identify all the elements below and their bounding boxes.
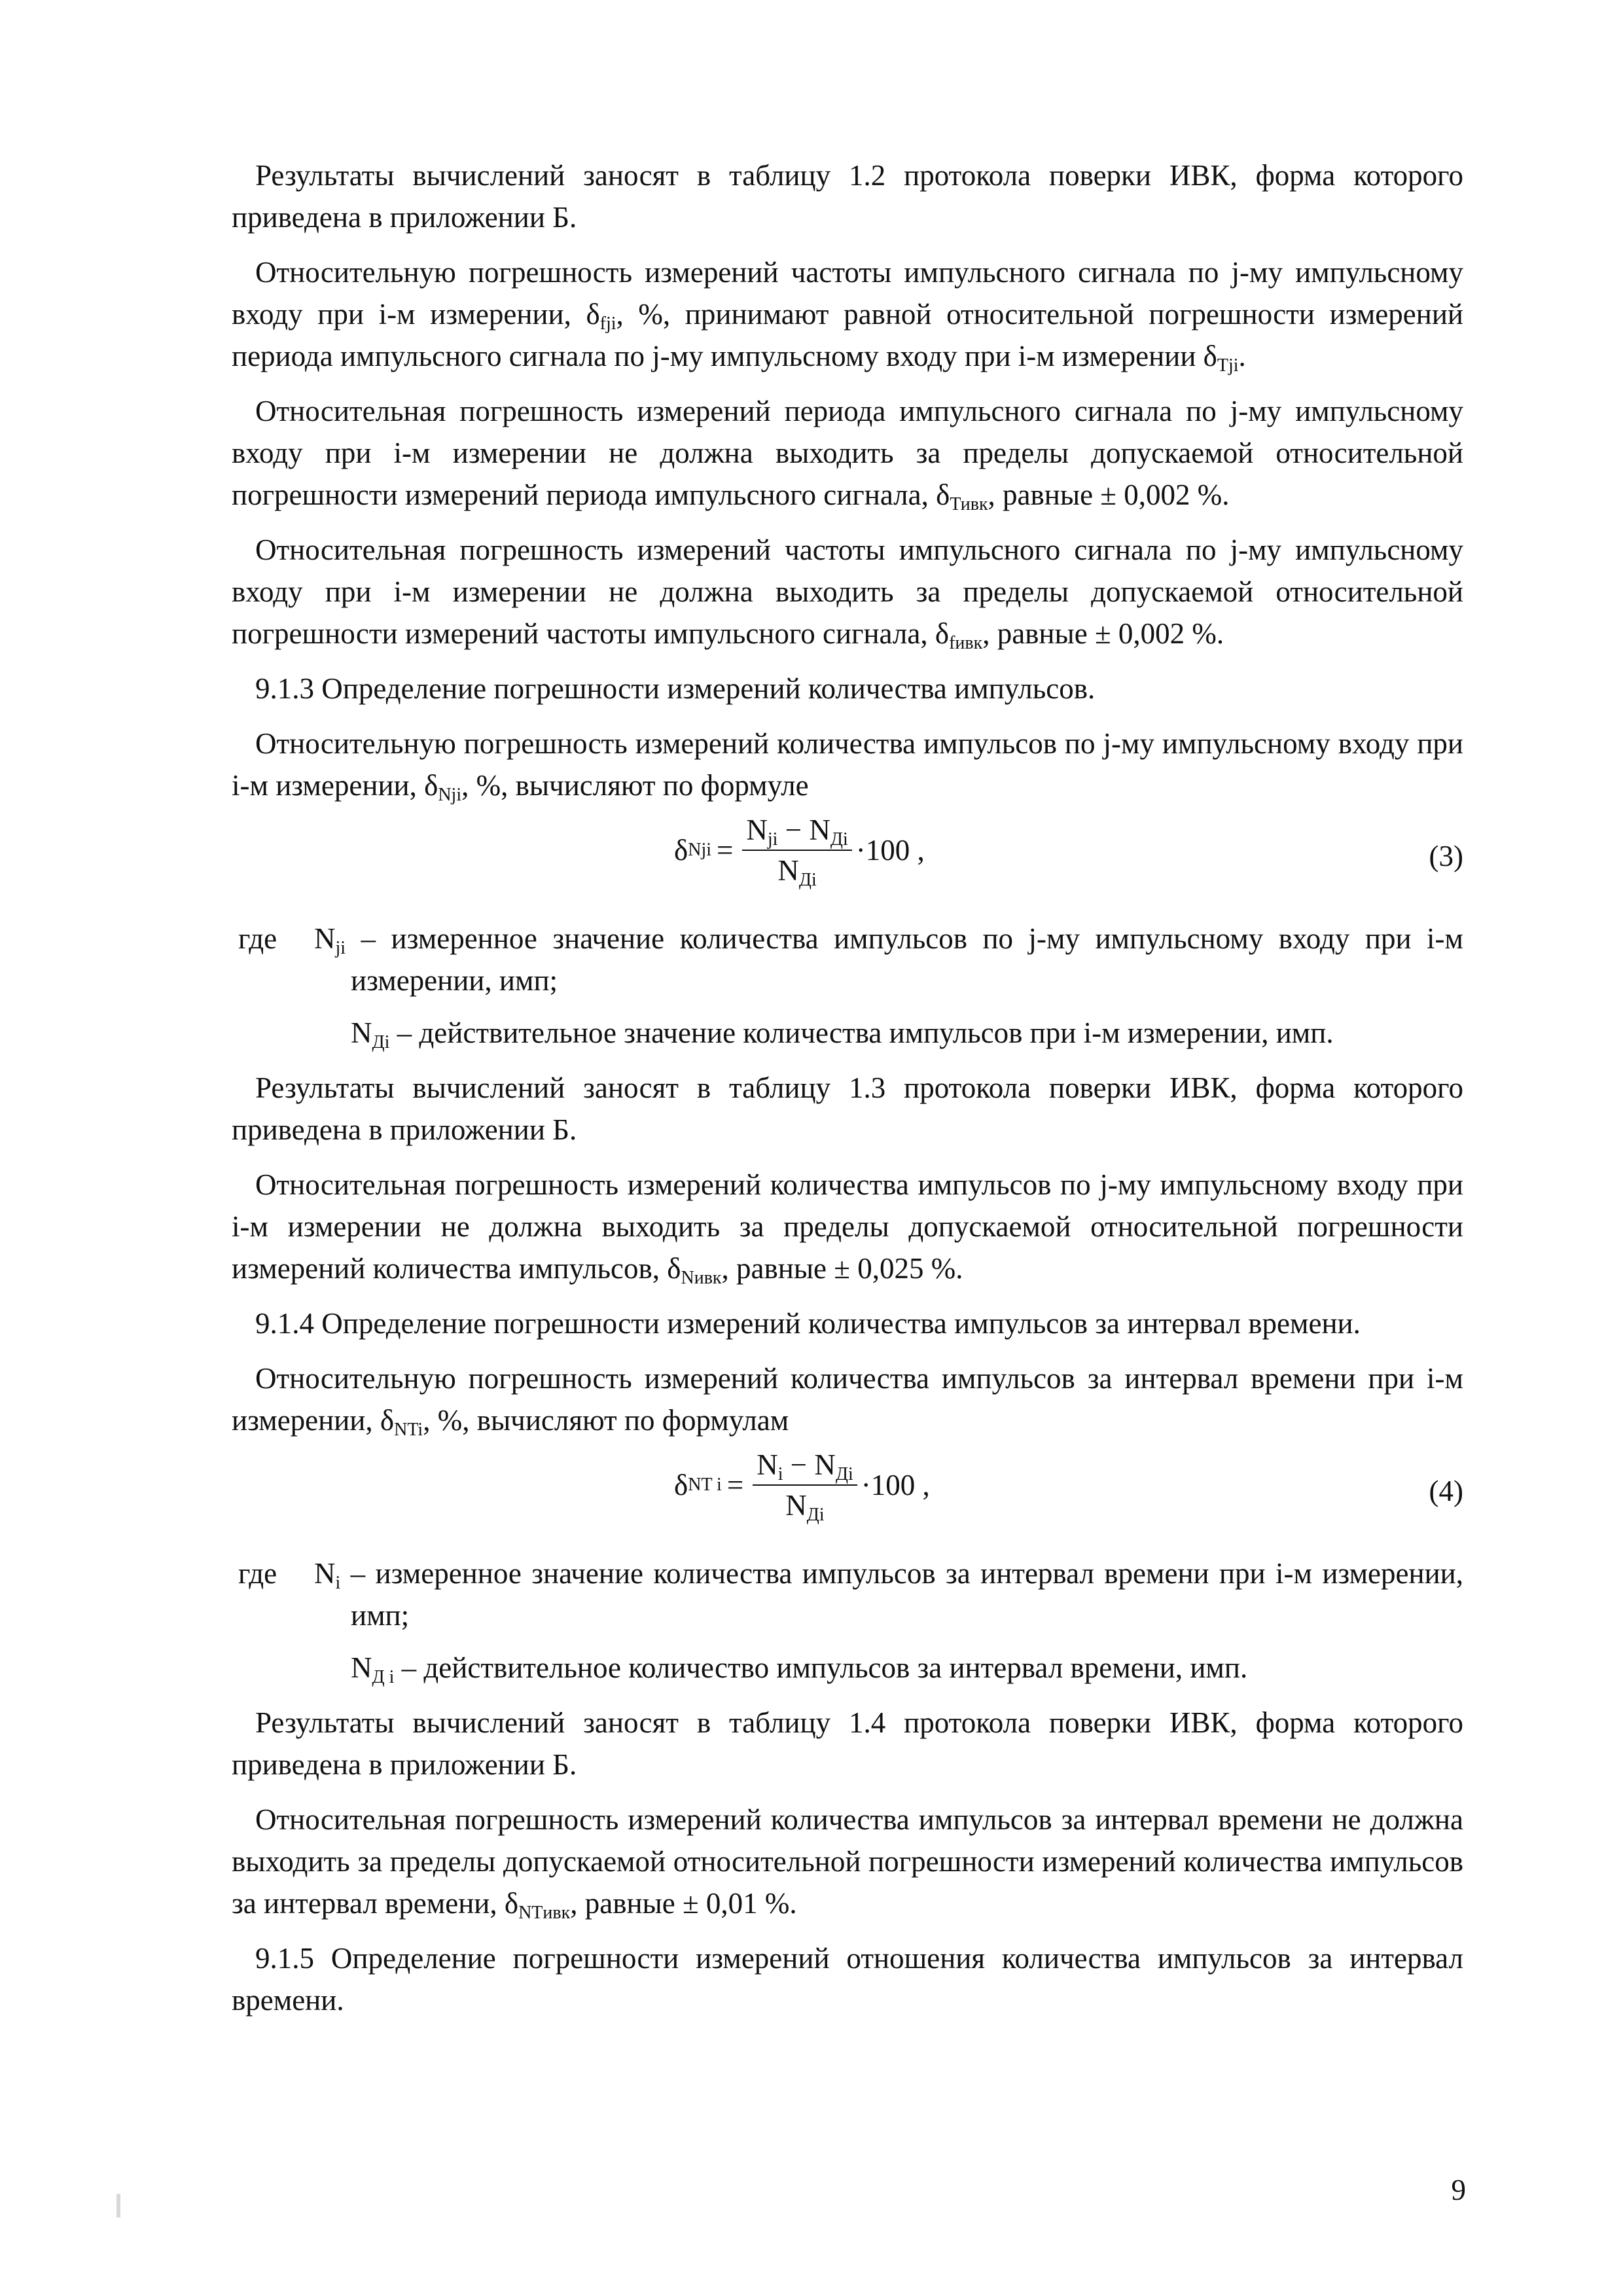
section-heading-9-1-4: 9.1.4 Определение погрешности измерений количества импульсов за интервал времени.	[255, 1307, 1361, 1340]
paragraph-results-table-1-2: Результаты вычислений заносят в таблицу 1.2 протокола поверки ИВК, форма которого приведена в приложении Б.	[232, 159, 1463, 234]
paragraph-frequency-limit: Относительная погрешность измерений частоты импульсного сигнала по j-му импульсному входу при i-м измерении не должна выходить за пределы допускаемой относительной погрешности измерений частоты импульсного сигнала, $\delta_{fивк}$, равные ± 0,002 %.	[232, 533, 1463, 653]
where-item-measured: $N_i$ – измеренное значение количества импульсов за интервал времени при i-м измерении, имп;	[314, 1557, 1463, 1632]
where-item-actual: $N_{Д i}$ – действительное количество импульсов за интервал времени, имп.	[351, 1651, 1248, 1687]
section-heading-9-1-5: 9.1.5 Определение погрешности измерений отношения количества импульсов за интервал времени.	[232, 1942, 1463, 2017]
where-block-4	[232, 1552, 1463, 1689]
paragraph-pulse-count-error: Относительную погрешность измерений количества импульсов по j-му импульсному входу при i-м измерении, $\delta_{Nji}$, %, вычисляют по формуле	[232, 727, 1463, 805]
formula-4-expression: δ NT i = $\frac{N_i - N_{Дi}}{N_{Дi}}$ ·100 ,	[674, 1446, 930, 1524]
formula-3-fraction: $\frac{N_{ji} - N_{Дi}}{N_{Дi}}$	[742, 812, 851, 889]
page-number: 9	[1451, 2174, 1466, 2206]
section-heading-9-1-3: 9.1.3 Определение погрешности измерений количества импульсов.	[255, 672, 1096, 705]
equation-number-3: (3)	[1429, 840, 1463, 872]
formula-4-fraction: $\frac{N_i - N_{Дi}}{N_{Дi}}$	[753, 1446, 857, 1524]
equation-number-4: (4)	[1429, 1475, 1463, 1507]
paragraph-frequency-error: Относительную погрешность измерений частоты импульсного сигнала по j-му импульсному входу при i-м измерении, $\delta_{fji}$, %, принимают равной относительной погрешности измерений периода импульсного сигнала по j-му импульсному входу при i-м измерении $\delta_{Tji}$.	[232, 256, 1463, 376]
formula-4	[232, 1444, 1463, 1535]
where-item-actual: $N_{Дi}$ – действительное значение количества импульсов при i-м измерении, имп.	[351, 1016, 1334, 1052]
paragraph-results-table-1-3: Результаты вычислений заносят в таблицу 1.3 протокола поверки ИВК, форма которого приведена в приложении Б.	[232, 1071, 1463, 1146]
formula-3-expression: δ Nji = $\frac{N_{ji} - N_{Дi}}{N_{Дi}}$ ·100 ,	[674, 812, 925, 889]
where-block-3	[232, 918, 1463, 1054]
where-item-measured: $N_{ji}$ – измеренное значение количества импульсов по j-му импульсному входу при i-м измерении, имп;	[314, 922, 1463, 997]
paragraph-pulse-count-limit: Относительная погрешность измерений количества импульсов по j-му импульсному входу при i-м измерении не должна выходить за пределы допускаемой относительной погрешности измерений количества импульсов, $\delta_{Nивк}$, равные ± 0,025 %.	[232, 1168, 1463, 1288]
paragraph-interval-count-limit: Относительная погрешность измерений количества импульсов за интервал времени не должна выходить за пределы допускаемой относительной погрешности измерений количества импульсов за интервал времени, $\delta_{NTивк}$, равные ± 0,01 %.	[232, 1803, 1463, 1923]
paragraph-results-table-1-4: Результаты вычислений заносят в таблицу 1.4 протокола поверки ИВК, форма которого приведена в приложении Б.	[232, 1706, 1463, 1781]
paragraph-period-limit: Относительная погрешность измерений периода импульсного сигнала по j-му импульсному входу при i-м измерении не должна выходить за пределы допускаемой относительной погрешности измерений периода импульсного сигнала, $\delta_{Тивк}$, равные ± 0,002 %.	[232, 395, 1463, 514]
paragraph-interval-count-error: Относительную погрешность измерений количества импульсов за интервал времени при i-м измерении, $\delta_{NTi}$, %, вычисляют по формулам	[232, 1362, 1463, 1440]
formula-3	[232, 809, 1463, 901]
scan-artifact	[116, 2194, 120, 2217]
where-label: где	[238, 1557, 277, 1590]
body-text	[232, 154, 1463, 2034]
where-label: где	[238, 922, 277, 955]
